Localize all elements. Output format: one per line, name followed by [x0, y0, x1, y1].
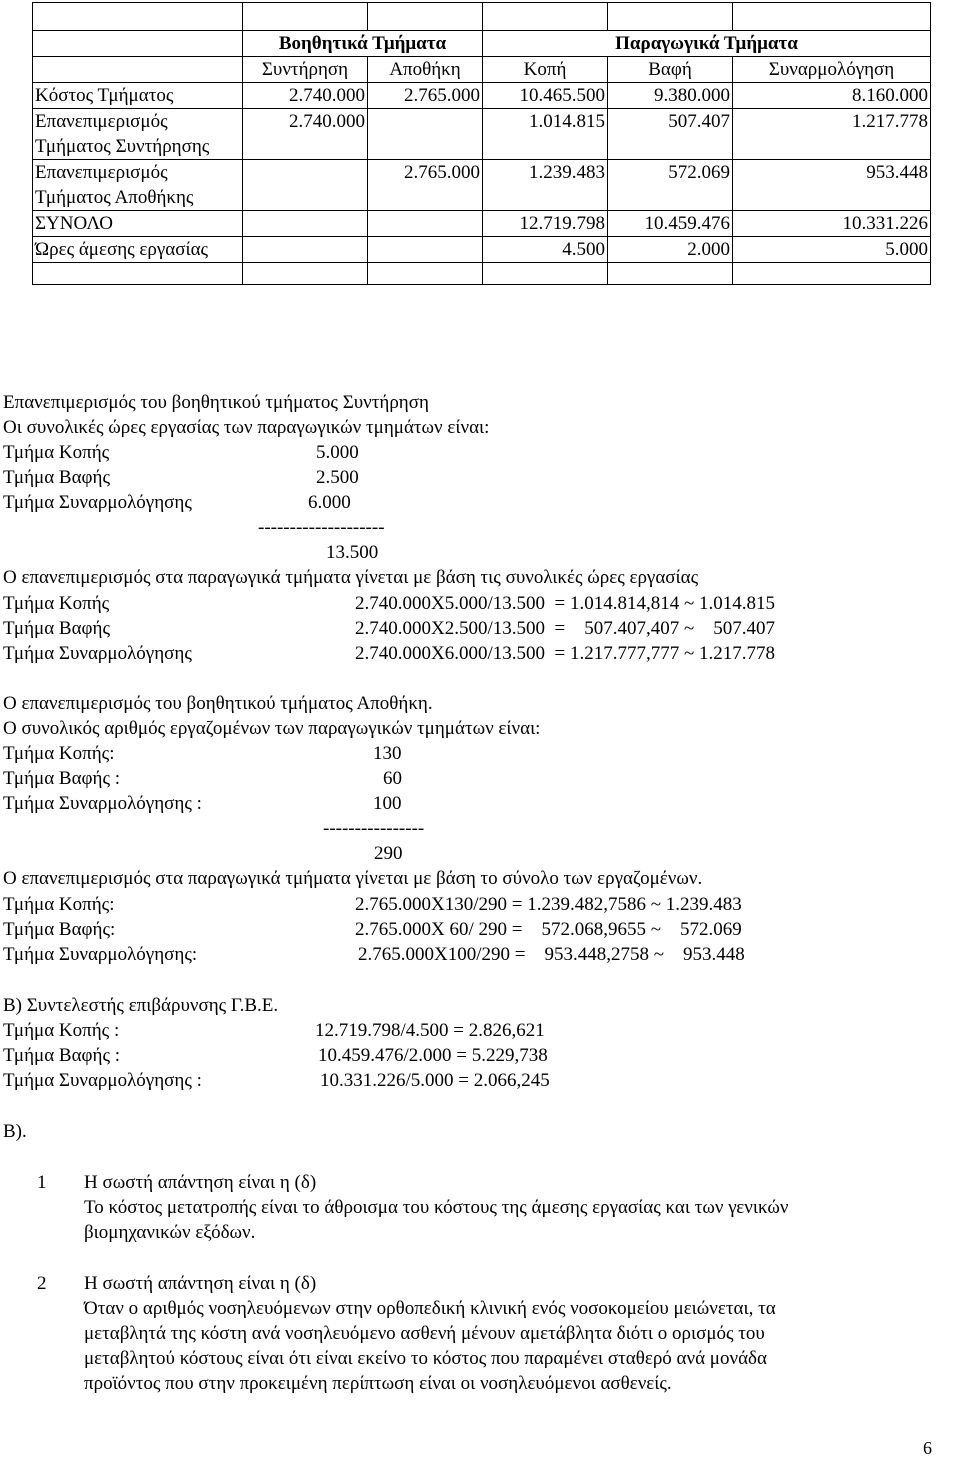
- table-cell: 12.719.798: [483, 211, 608, 237]
- table-cell: [368, 237, 483, 263]
- table-cell: 2.765.000: [368, 83, 483, 109]
- row-label: Επανεπιμερισμός Τμήματος Συντήρησης: [33, 109, 243, 160]
- calc-formula: 2.765.000Χ100/290 = 953.448,2758 ~ 953.448: [358, 944, 745, 965]
- hours-label: Τμήμα Κοπής: [3, 442, 110, 463]
- emp-value: 60: [383, 768, 402, 789]
- calc-label: Τμήμα Κοπής :: [3, 1020, 120, 1041]
- table-cell: 2.765.000: [368, 160, 483, 211]
- table-cell: 1.239.483: [483, 160, 608, 211]
- sec4-heading: Β).: [3, 1121, 27, 1142]
- calc-label: Τμήμα Συναρμολόγησης :: [3, 1070, 202, 1091]
- table-cell: 1.014.815: [483, 109, 608, 160]
- table-row: [33, 237, 931, 263]
- cost-allocation-table: [32, 2, 931, 285]
- calc-label: Τμήμα Βαφής: [3, 618, 110, 639]
- emp-label: Τμήμα Συναρμολόγησης :: [3, 793, 202, 814]
- emp-label: Τμήμα Κοπής:: [3, 743, 115, 764]
- table-column-header-row: [33, 57, 931, 83]
- table-cell: 1.217.778: [733, 109, 931, 160]
- table-cell: 572.069: [608, 160, 733, 211]
- col-header: Κοπή: [483, 57, 608, 83]
- hours-value: 5.000: [316, 442, 359, 463]
- answer-explanation: μεταβλητού κόστους είναι ότι είναι εκείνο το κόστος που παραμένει σταθερό ανά μονάδα: [84, 1348, 767, 1369]
- calc-formula: 2.765.000Χ 60/ 290 = 572.068,9655 ~ 572.069: [355, 919, 742, 940]
- table-cell: [243, 211, 368, 237]
- table-row: [33, 211, 931, 237]
- emp-label: Τμήμα Βαφής :: [3, 768, 120, 789]
- sec2-intro: Ο συνολικός αριθμός εργαζομένων των παραγωγικών τμημάτων είναι:: [3, 718, 541, 739]
- calc-label: Τμήμα Συναρμολόγησης: [3, 643, 192, 664]
- calc-label: Τμήμα Βαφής:: [3, 919, 116, 940]
- row-label: Επανεπιμερισμός Τμήματος Αποθήκης: [33, 160, 243, 211]
- answer-explanation: βιομηχανικών εξόδων.: [84, 1222, 256, 1243]
- table-empty-bottom-row: [33, 263, 931, 285]
- calc-formula: 2.740.000Χ6.000/13.500 = 1.217.777,777 ~ 1.217.778: [355, 643, 775, 664]
- hours-total: 13.500: [326, 542, 379, 563]
- table-cell: 10.465.500: [483, 83, 608, 109]
- calc-formula: 12.719.798/4.500 = 2.826,621: [315, 1020, 545, 1041]
- emp-value: 100: [373, 793, 402, 814]
- answer-number: 2: [37, 1273, 47, 1294]
- table-cell: 10.459.476: [608, 211, 733, 237]
- col-header: Βαφή: [608, 57, 733, 83]
- answer-text: Η σωστή απάντηση είναι η (δ): [84, 1172, 317, 1193]
- row-label: ΣΥΝΟΛΟ: [33, 211, 243, 237]
- calc-label: Τμήμα Κοπής: [3, 593, 110, 614]
- table-row: [33, 109, 931, 160]
- table-cell: 5.000: [733, 237, 931, 263]
- sec2-title: Ο επανεπιμερισμός του βοηθητικού τμήματος Αποθήκη.: [3, 693, 433, 714]
- calc-label: Τμήμα Βαφής :: [3, 1045, 120, 1066]
- table-row: [33, 160, 931, 211]
- table-cell: 507.407: [608, 109, 733, 160]
- group-production-header: Παραγωγικά Τμήματα: [483, 31, 931, 57]
- answer-explanation: Όταν ο αριθμός νοσηλευόμενων στην ορθοπεδική κλινική ενός νοσοκομείου μειώνεται, τα: [84, 1298, 776, 1319]
- col-header: Συντήρηση: [243, 57, 368, 83]
- hours-value: 6.000: [308, 492, 351, 513]
- calc-formula: 10.459.476/2.000 = 5.229,738: [318, 1045, 548, 1066]
- table-cell: 4.500: [483, 237, 608, 263]
- table-cell: [368, 109, 483, 160]
- table-cell: 2.740.000: [243, 83, 368, 109]
- sec3-title: Β) Συντελεστής επιβάρυνσης Γ.Β.Ε.: [3, 995, 279, 1016]
- hours-label: Τμήμα Βαφής: [3, 467, 110, 488]
- table-empty-top-row: [33, 3, 931, 31]
- row-label: Ώρες άμεσης εργασίας: [33, 237, 243, 263]
- calc-label: Τμήμα Συναρμολόγησης:: [3, 944, 198, 965]
- table-cell: [243, 160, 368, 211]
- emp-total: 290: [374, 843, 403, 864]
- table-cell: 2.740.000: [243, 109, 368, 160]
- sec1-intro: Οι συνολικές ώρες εργασίας των παραγωγικών τμημάτων είναι:: [3, 417, 490, 438]
- answer-text: Η σωστή απάντηση είναι η (δ): [84, 1273, 317, 1294]
- table-row: [33, 83, 931, 109]
- calc-formula: 2.740.000Χ2.500/13.500 = 507.407,407 ~ 507.407: [355, 618, 775, 639]
- table-group-header-row: [33, 31, 931, 57]
- calc-formula: 2.765.000Χ130/290 = 1.239.482,7586 ~ 1.239.483: [355, 894, 742, 915]
- col-header: Αποθήκη: [368, 57, 483, 83]
- col-header: Συναρμολόγηση: [733, 57, 931, 83]
- hours-value: 2.500: [316, 467, 359, 488]
- calc-label: Τμήμα Κοπής:: [3, 894, 115, 915]
- table-cell: [243, 237, 368, 263]
- calc-formula: 10.331.226/5.000 = 2.066,245: [320, 1070, 550, 1091]
- sec2-basis: Ο επανεπιμερισμός στα παραγωγικά τμήματα γίνεται με βάση το σύνολο των εργαζομένων.: [3, 868, 703, 889]
- calc-formula: 2.740.000Χ5.000/13.500 = 1.014.814,814 ~ 1.014.815: [355, 593, 775, 614]
- group-support-header: Βοηθητικά Τμήματα: [243, 31, 483, 57]
- sum-separator: --------------------: [258, 517, 385, 538]
- table-cell: 2.000: [608, 237, 733, 263]
- sec1-title: Επανεπιμερισμός του βοηθητικού τμήματος Συντήρηση: [3, 392, 429, 413]
- sec1-basis: Ο επανεπιμερισμός στα παραγωγικά τμήματα γίνεται με βάση τις συνολικές ώρες εργασίας: [3, 567, 699, 588]
- table-cell: 9.380.000: [608, 83, 733, 109]
- answer-number: 1: [37, 1172, 47, 1193]
- row-label: Κόστος Τμήματος: [33, 83, 243, 109]
- sum-separator: ----------------: [323, 818, 425, 839]
- table-cell: [368, 211, 483, 237]
- answer-explanation: Το κόστος μετατροπής είναι το άθροισμα του κόστους της άμεσης εργασίας και των γενικών: [84, 1197, 789, 1218]
- emp-value: 130: [373, 743, 402, 764]
- answer-explanation: προϊόντος που στην προκειμένη περίπτωση είναι οι νοσηλευόμενοι ασθενείς.: [84, 1373, 672, 1394]
- page-number: 6: [923, 1438, 932, 1458]
- table-cell: 8.160.000: [733, 83, 931, 109]
- answer-explanation: μεταβλητά της κόστη ανά νοσηλευόμενο ασθενή μένουν αμετάβλητα διότι ο ορισμός του: [84, 1323, 765, 1344]
- table-cell: 10.331.226: [733, 211, 931, 237]
- table-cell: 953.448: [733, 160, 931, 211]
- hours-label: Τμήμα Συναρμολόγησης: [3, 492, 192, 513]
